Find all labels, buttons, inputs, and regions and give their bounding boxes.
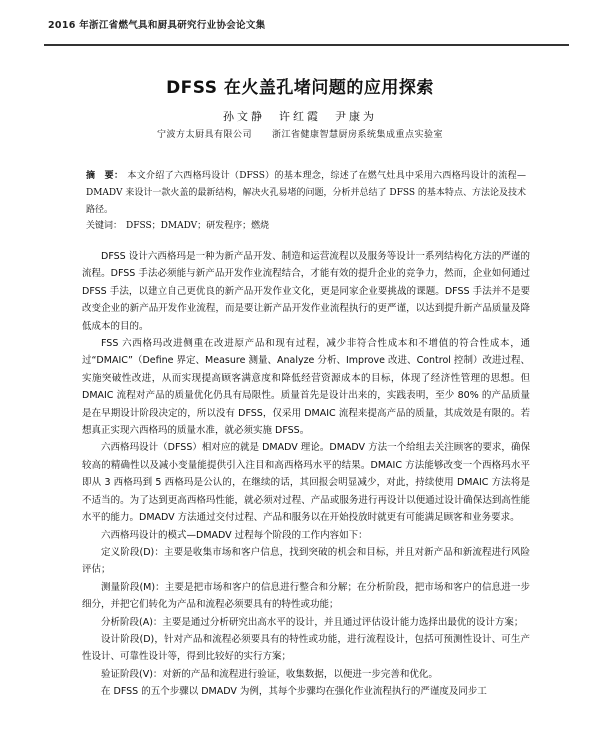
body-paragraph: 设计阶段(D)，针对产品和流程必须要具有的特性或功能，进行流程设计，包括可预测性设计、可生产性设计、可靠性设计等，得到比较好的实行方案； (82, 633, 530, 663)
authors: 孙文静 许红霞 尹康为 (223, 110, 377, 123)
header-rule (44, 44, 569, 46)
body-paragraph: 六西格玛设计的模式—DMADV 过程每个阶段的工作内容如下： (101, 529, 368, 541)
affiliation: 宁波方太厨具有限公司 (156, 130, 252, 140)
abstract (86, 168, 526, 219)
keywords-label: 关键词： (86, 221, 123, 231)
body-text (82, 248, 530, 701)
abstract-label: 摘 要： (86, 171, 124, 181)
paper-title: DFSS 在火盖孔堵问题的应用探索 (166, 78, 434, 98)
body-paragraph: FSS 六西格玛改进侧重在改进原产品和现有过程，减少非符合性成本和不增值的符合性成本，通过“DMAIC”（Define 界定、Measure 测量、Analyze 分析、Improve 改进、Control 控制）改进过程、实施突破性改进，从而实现提高顾客满意度和降低经营资源成本的目标，体现了经济性管理的思想。但 DMAIC 流程对产品的质量优化仍具有局限性。质量首先是设计出来的，实践表明，至少 80% 的产品质量是在早期设计阶段决定的，所以没有 DFSS，仅采用 DMAIC 流程来提高产品的质量，其成效是有限的。若想真正实现六西格玛的质量水准，就必须实施 DFSS。 (82, 338, 530, 437)
affiliations (0, 127, 600, 140)
keywords (86, 219, 526, 233)
affiliation: 浙江省健康智慧厨房系统集成重点实验室 (272, 130, 444, 140)
body-paragraph: 定义阶段(D)：主要是收集市场和客户信息，找到突破的机会和目标，并且对新产品和新流程进行风险评估； (82, 546, 530, 576)
running-header: 2016 年浙江省燃气具和厨具研究行业协会论文集 (48, 20, 266, 31)
body-paragraph: 分析阶段(A)：主要是通过分析研究出高水平的设计，并且通过评估设计能力选择出最优的设计方案； (101, 616, 524, 628)
body-paragraph: DFSS 设计六西格玛是一种为新产品开发、制造和运营流程以及服务等设计一系列结构化方法的严谨的流程。DFSS 手法必须能与新产品开发作业流程结合，才能有效的提升企业的竞争力，然而，企业如何通过 DFSS 手法，以建立自己更优良的新产品开发作业文化，更是同家企业要挑战的课题。DFSS 手法并不是要改变企业的新产品开发作业流程，而是要让新产品开发作业流程执行的更严谨，以达到提升新产品质量及降低成本的目的。 (82, 251, 530, 332)
body-paragraph: 测量阶段(M)：主要是把市场和客户的信息进行整合和分解；在分析阶段，把市场和客户的信息进一步细分，并把它们转化为产品和流程必须要具有的特性或功能； (82, 581, 530, 611)
keywords-text: DFSS；DMADV；研发程序；燃烧 (126, 221, 270, 231)
body-paragraph: 六西格玛设计（DFSS）相对应的就是 DMADV 理论。DMADV 方法一个给组去关注顾客的要求，确保较高的精确性以及减小变量能提供引入注目和高西格玛水平的结果。DMAIC 方法能够改变一个西格玛水平即从 3 西格玛到 5 西格玛是公认的，在继续的话，其回报会明显减少，对此，持续使用 DMAIC 方法将是不适当的。为了达到更高西格玛性能，就必须对过程、产品或服务进行再设计以便通过设计确保达到高性能水平的能力。DMADV 方法通过交付过程、产品和服务以在开始投放时就更有可能满足顾客和业务要求。 (82, 442, 530, 524)
abstract-text: 本文介绍了六西格玛设计（DFSS）的基本理念，综述了在燃气灶具中采用六西格玛设计的流程—DMADV 来设计一款火盖的最新结构，解决火孔易堵的问题，分析并总结了 DFSS 的基本特点、方法论及技术路径。 (86, 171, 526, 215)
body-paragraph: 验证阶段(V)：对新的产品和流程进行验证，收集数据，以便进一步完善和优化。 (101, 668, 438, 680)
body-paragraph: 在 DFSS 的五个步骤以 DMADV 为例，其每个步骤均在强化作业流程执行的严谨度及同步工 (101, 686, 487, 698)
